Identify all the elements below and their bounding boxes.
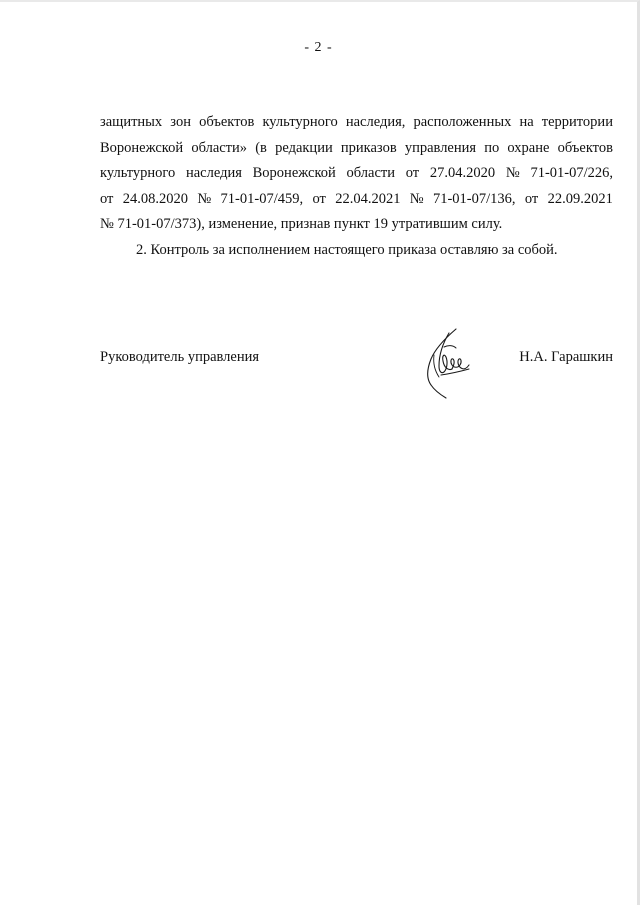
word: № [505,165,520,181]
word: защитных [100,114,163,130]
word: 71-01-07/226, [530,165,613,181]
handwritten-signature [422,325,474,399]
text-line-1 [100,110,613,136]
word: на [519,114,534,130]
word: области» [191,139,248,156]
signature-block [100,340,613,410]
signer-name: Н.А. Гарашкин [519,349,613,365]
page-number: - 2 - [304,40,333,55]
word: приказов [340,139,397,156]
word: культурного [100,165,176,181]
signer-position: Руководитель управления [100,349,260,365]
word: области [346,165,395,181]
word: территории [541,114,613,130]
word: от [524,190,539,207]
text-line-4 [100,187,613,213]
word: 22.04.2021 [335,190,401,207]
word: культурного [262,114,338,130]
word: по [484,139,500,156]
word: наследия, [345,114,406,130]
word: от [405,165,420,181]
word: 71-01-07/136, [432,190,516,207]
text-line-2 [100,136,613,162]
word: 71-01-07/459, [220,190,304,207]
text-line-3 [100,161,613,187]
word: Воронежской [252,165,336,181]
word: объектов [557,139,613,156]
word: от [100,190,114,207]
paragraph-2: 2. Контроль за исполнением настоящего приказа оставляю за собой. [136,241,558,258]
word: управления [404,139,477,156]
word: наследия [185,165,242,181]
text-line-5: № 71-01-07/373), изменение, признав пункт 19 утратившим силу. [100,216,503,232]
word: 27.04.2020 [429,165,496,181]
word: охране [507,139,550,156]
word: (в [255,139,267,156]
word: 22.09.2021 [547,190,613,207]
word: № [197,190,212,207]
word: Воронежской [100,139,184,156]
word: зон [170,114,191,130]
order-text [100,110,613,263]
word: 24.08.2020 [122,190,188,207]
word: расположенных [413,114,512,130]
word: от [312,190,326,207]
word: редакции [275,139,333,156]
word: № [409,190,424,207]
word: объектов [199,114,255,130]
